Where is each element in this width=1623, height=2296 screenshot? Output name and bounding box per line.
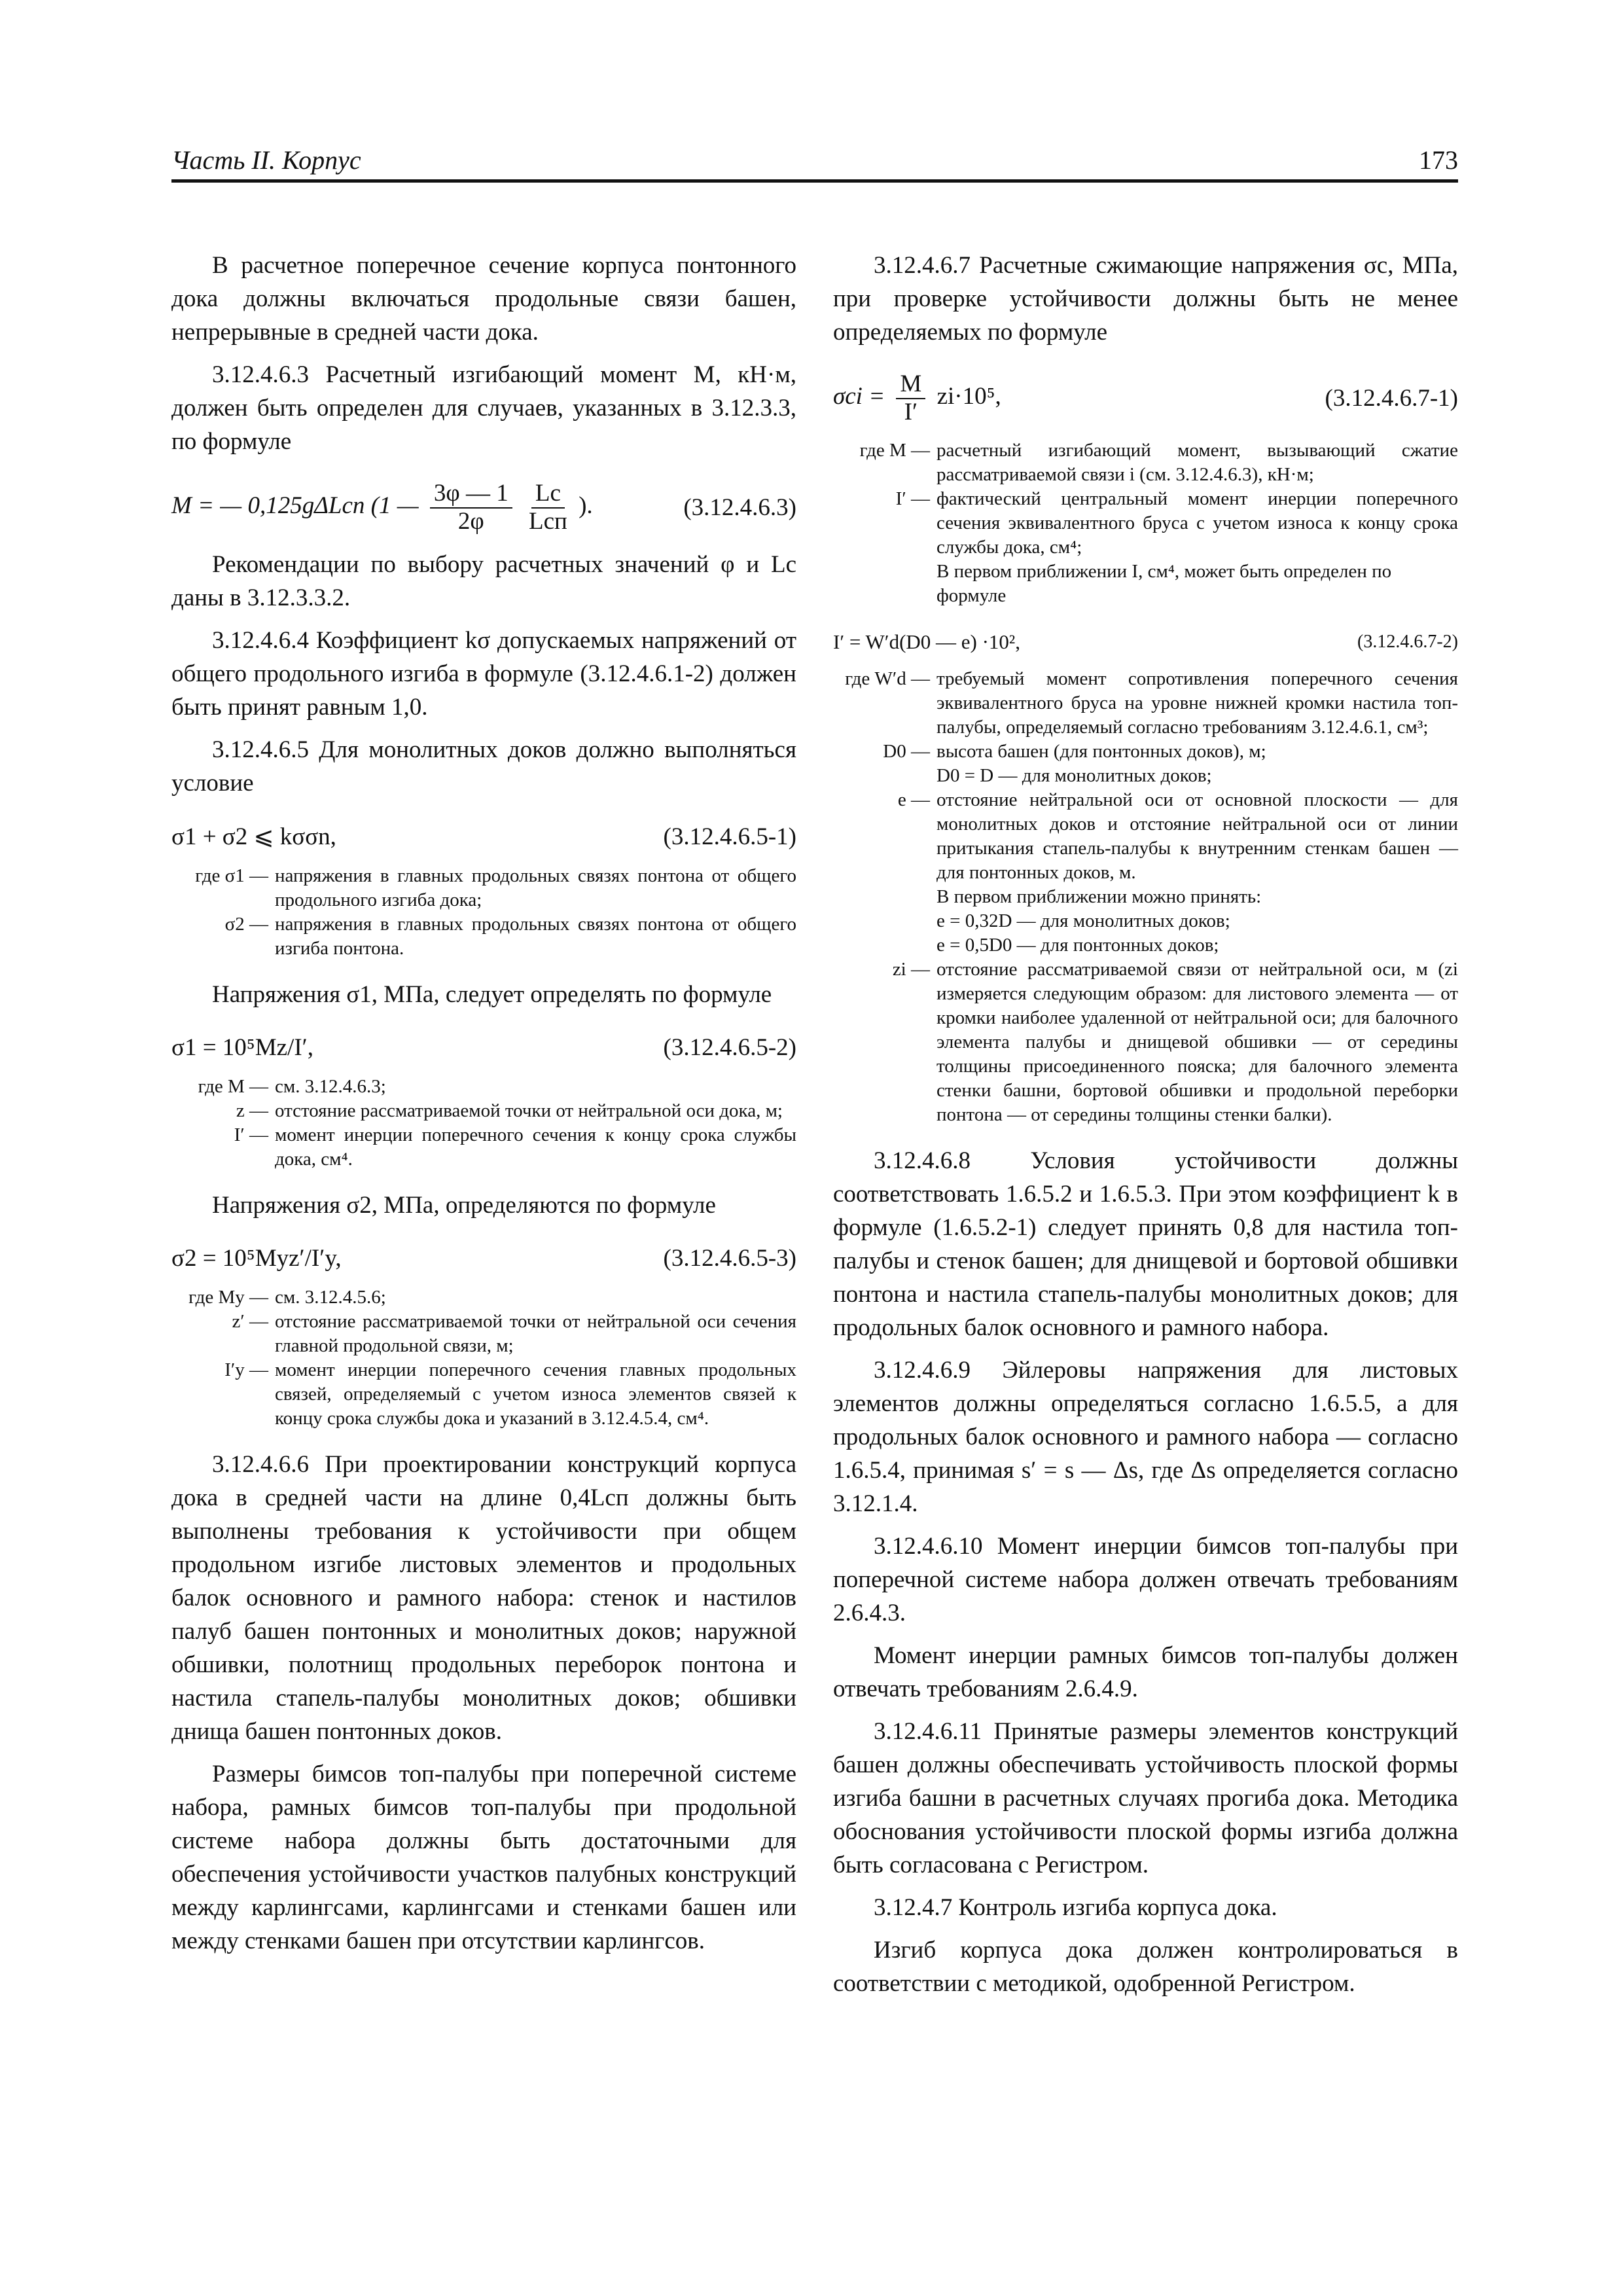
symbol-definitions: [833, 439, 1458, 608]
paragraph: Момент инерции рамных бимсов топ-палубы должен отвечать требованиям 2.6.4.9.: [833, 1642, 1458, 1703]
definition-row: I′y — момент инерции поперечного сечения главных продольных связей, определяемый с учетом износа элементов связей к концу срока службы дока и указаний в 3.12.4.5.4, см⁴.: [224, 1359, 796, 1429]
paragraph: Рекомендации по выбору расчетных значений φ и Lс даны в 3.12.3.3.2.: [171, 551, 796, 612]
definition-row: e — отстояние нейтральной оси от основной плоскости — для монолитных доков и отстояние нейтральной оси от линии притыкания стапель-палубы к внутренним стенкам башен — для понтонных доков, м.: [897, 789, 1458, 884]
formula-number: (3.12.4.6.5-1): [663, 823, 796, 850]
definition-row: В первом приближении можно принять:: [936, 886, 1262, 908]
fraction: $\frac{M}{I'}$: [896, 371, 925, 425]
running-title: Часть II. Корпус: [171, 145, 361, 175]
definition-row: e = 0,32D — для монолитных доков;: [936, 910, 1230, 932]
formula-expression: σ1 + σ2 ⩽ kσσn,: [171, 823, 336, 851]
formula-number: (3.12.4.6.5-2): [663, 1034, 796, 1062]
fraction: $\frac{3\varphi — 1}{2\varphi}$: [430, 480, 512, 535]
page-number: 173: [1419, 145, 1458, 175]
paragraph: Напряжения σ1, МПа, следует определять по формуле: [212, 981, 772, 1009]
paragraph: 3.12.4.6.11 Принятые размеры элементов конструкций башен должны обеспечивать устойчивость плоской формы изгиба башни в расчетных случаях прогиба дока. Методика обоснования устойчивости плоской формы изгиба должна быть согласована с Регистром.: [833, 1718, 1458, 1879]
definition-note: В первом приближении I, см⁴, может быть определен по формуле: [936, 561, 1392, 607]
definition-row: e = 0,5D0 — для понтонных доков;: [936, 935, 1219, 956]
page-header: [171, 143, 1458, 183]
formula-expression: M = — 0,125gΔLсп (1 — $\frac{3\varphi — 1}{2\varphi}$ $\frac{Lс}{\text{Lсп}}$ ).: [171, 480, 593, 535]
formula-expression: I′ = W′d(D0 — e) ·10²,: [833, 630, 1020, 654]
definition-row: D0 — высота башен (для понтонных доков), м;: [883, 741, 1266, 762]
formula-number: (3.12.4.6.5-3): [663, 1245, 796, 1272]
formula: [171, 1244, 796, 1272]
paragraph: Напряжения σ2, МПа, определяются по формуле: [212, 1192, 716, 1219]
paragraph: 3.12.4.6.7 Расчетные сжимающие напряжения σc, МПа, при проверке устойчивости должны быть не менее определяемых по формуле: [833, 252, 1458, 346]
formula-expression: σ2 = 10⁵Myz′/I′y,: [171, 1245, 342, 1272]
definition-row: z′ — отстояние рассматриваемой точки от нейтральной оси сечения главной продольной связи, м;: [232, 1311, 796, 1357]
symbol-definitions: [171, 1285, 796, 1431]
paragraph: 3.12.4.7 Контроль изгиба корпуса дока.: [874, 1894, 1277, 1922]
definition-row: где M — см. 3.12.4.6.3;: [198, 1076, 386, 1098]
paragraph: 3.12.4.6.4 Коэффициент kσ допускаемых напряжений от общего продольного изгиба в формуле (3.12.4.6.1-2) должен быть принят равным 1,0.: [171, 627, 796, 721]
paragraph: 3.12.4.6.5 Для монолитных доков должно выполняться условие: [171, 736, 796, 797]
right-column: [833, 249, 1458, 2009]
definition-row: где σ1 — напряжения в главных продольных связях понтона от общего продольного изгиба дока;: [195, 865, 796, 911]
definition-row: zi — отстояние рассматриваемой связи от нейтральной оси, м (zi измеряется следующим образом: для листового элемента — от кромки наиболее удаленной от нейтральной оси; для балочного элемента палубы и днищевой обшивки — от середины толщины присоединенного пояска; для балочного элемента стенки башни, бортовой обшивки и продольной переборки понтона — от середины толщины стенки балки).: [892, 959, 1458, 1126]
formula-number: (3.12.4.6.3): [683, 494, 796, 522]
paragraph: 3.12.4.6.8 Условия устойчивости должны соответствовать 1.6.5.2 и 1.6.5.3. При этом коэффициент k в формуле (1.6.5.2-1) следует принять 0,8 для настила топ-палубы и стенок башен; для днищевой и бортовой обшивки понтона и настила стапель-палубы монолитных доков; для продольных балок основного и рамного набора.: [833, 1147, 1458, 1342]
formula: [833, 630, 1458, 654]
paragraph: 3.12.4.6.6 При проектировании конструкций корпуса дока в средней части на длине 0,4Lсп должны быть выполнены требования к устойчивости при общем продольном изгибе листовых элементов и продольных балок основного и рамного набора: стенок и настилов палуб башен понтонных и монолитных доков; наружной обшивки, полотнищ продольных переборок понтона и настила стапель-палубы монолитных доков; обшивки днища башен понтонных доков.: [171, 1451, 796, 1746]
definition-row: где My — см. 3.12.4.5.6;: [188, 1287, 386, 1308]
paragraph: 3.12.4.6.9 Эйлеровы напряжения для листовых элементов должны определяться согласно 1.6.5.5, а для продольных балок основного и рамного набора — согласно 1.6.5.4, принимая s′ = s — Δs, где Δs определяется согласно 3.12.1.4.: [833, 1357, 1458, 1518]
symbol-definitions: [171, 864, 796, 961]
formula-expression: σci = $\frac{M}{I'}$ zi·10⁵,: [833, 370, 1001, 425]
left-column: [171, 249, 796, 1967]
formula-number: (3.12.4.6.7-2): [1357, 632, 1458, 653]
definition-row: z — отстояние рассматриваемой точки от нейтральной оси дока, м;: [236, 1100, 783, 1122]
paragraph: Размеры бимсов топ-палубы при поперечной системе набора, рамных бимсов топ-палубы при продольной системе набора должны быть достаточными для обеспечения устойчивости участков палубных конструкций между карлингсами, карлингсами и стенками башен или между стенками башен при отсутствии карлингсов.: [171, 1761, 796, 1955]
fraction: $\frac{Lс}{\text{Lсп}}$: [528, 480, 567, 535]
formula: [171, 1033, 796, 1062]
definition-row: где M — расчетный изгибающий момент, вызывающий сжатие рассматриваемой связи i (см. 3.12.4.6.3), кН·м;: [859, 440, 1458, 486]
paragraph: Изгиб корпуса дока должен контролироваться в соответствии с методикой, одобренной Регистром.: [833, 1937, 1458, 1998]
symbol-definitions: [171, 1075, 796, 1172]
paragraph: 3.12.4.6.10 Момент инерции бимсов топ-палубы при поперечной системе набора должен отвечать требованиям 2.6.4.3.: [833, 1533, 1458, 1627]
paragraph: В расчетное поперечное сечение корпуса понтонного дока должны включаться продольные связи башен, непрерывные в средней части дока.: [171, 252, 796, 346]
definition-row: D0 = D — для монолитных доков;: [936, 765, 1212, 787]
formula: [171, 822, 796, 851]
definition-row: где W′d — требуемый момент сопротивления поперечного сечения эквивалентного бруса на уровне нижней кромки настила топ-палубы, определяемый согласно требованиям 3.12.4.6.1, см³;: [845, 668, 1458, 738]
formula-expression: σ1 = 10⁵Mz/I′,: [171, 1034, 313, 1062]
symbol-definitions: [833, 667, 1458, 1127]
definition-row: I′ — момент инерции поперечного сечения к концу срока службы дока, см⁴.: [234, 1124, 796, 1170]
formula-number: (3.12.4.6.7-1): [1325, 385, 1458, 412]
formula: [171, 480, 796, 535]
definition-row: I′ — фактический центральный момент инерции поперечного сечения эквивалентного бруса с учетом износа к концу срока службы дока, см⁴;: [895, 488, 1458, 558]
definition-row: σ2 — напряжения в главных продольных связях понтона от общего изгиба понтона.: [224, 914, 796, 960]
formula: [833, 371, 1458, 425]
paragraph: 3.12.4.6.3 Расчетный изгибающий момент M, кН·м, должен быть определен для случаев, указанных в 3.12.3.3, по формуле: [171, 361, 796, 455]
